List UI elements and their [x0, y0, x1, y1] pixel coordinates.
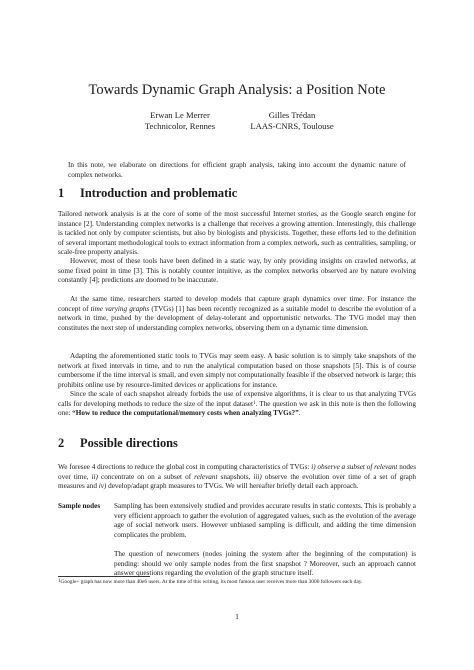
text-emphasis: iv) — [98, 482, 107, 491]
text-emphasis: iii) — [253, 472, 262, 481]
text-span: The question of newcomers (nodes joining the system after the beginning of the computation) is pending: should we only sample nodes from the first snapshot ? Moreover, such an approach cannot answer questions regarding the evolution of the graph structure itself. — [114, 550, 416, 578]
footnote-mark: 1 — [58, 579, 61, 584]
text-emphasis: ii) — [91, 472, 98, 481]
footnote-rule — [58, 576, 150, 577]
author-block-2 — [212, 110, 372, 132]
text-span: observe the evolution over time of a set of graph measures and — [58, 472, 417, 491]
text-span: At the same time, researchers started to develop models that capture graph dynamics over time. For instance the concept of — [58, 295, 416, 313]
sample-nodes-paragraph-1: Sampling has been extensively studied and provides accurate results in static contexts. This is probably a very efficient approach to gather the evolution of aggregated values, such as the evolution of the average age of social network users. However unbiased sampling is difficult, and adding the time dimension complicates the problem. — [114, 502, 416, 539]
section-heading-1 — [58, 186, 237, 201]
abstract: In this note, we elaborate on directions for efficient graph analysis, taking into account the dynamic nature of complex networks. — [68, 161, 406, 179]
term-emphasis: time varying graphs — [90, 304, 150, 313]
footnote-ref: 1 — [253, 400, 256, 406]
text-span: nodes over time, — [58, 463, 416, 481]
author-name: Erwan Le Merrer — [150, 110, 210, 120]
sample-nodes-heading: Sample nodes — [58, 502, 101, 510]
section-number: 1 — [58, 186, 65, 200]
paragraph-3 — [58, 295, 416, 333]
page-number: 1 — [235, 612, 239, 621]
text-span: (TVGs) [1] has been recently recognized as a suitable model to describe the evolution of a network in time, pushed by the development of delay-tolerant and opportunistic networks. The TVG model may then constitutes the next step of understanding complex networks, observing them on a dynamic time dimension. — [58, 304, 416, 332]
section-title: Possible directions — [80, 436, 178, 450]
paragraph-4: Adapting the aforementioned static tools to TVGs may seem easy. A basic solution is to simply take snapshots of the network at fixed intervals in time, and to run the analytical computation based on those snapshots [5]. This is of course cumbersome if the time interval is small, and even simply not computationally feasible if the observed network is large; this prohibits online use by resource-limited devices or applications for instance. — [58, 352, 416, 389]
text-span: We foresee 4 directions to reduce the global cost in computing characteristics of TVGs: — [58, 463, 312, 471]
section-heading-2 — [58, 436, 178, 451]
text-span: . The question we ask in this note is then the following one: — [58, 399, 416, 418]
footnote — [58, 579, 416, 586]
author-name: Gilles Trédan — [268, 110, 316, 120]
text-span: Since the scale of each snapshot already forbids the use of expensive algorithms, it is clear to us that analyzing TVGs calls for developing methods to reduce the size of the input dataset — [58, 390, 416, 408]
research-question: “How to reduce the computational/memory costs when analyzing TVGs?” — [72, 409, 299, 418]
text-emphasis: i) observe a subset of — [311, 463, 375, 471]
paragraph-1: Tailored network analysis is at the core of some of the most successful Internet stories, as the Google search engine for instance [2]. Understanding complex networks is a challenge that receives a growing attention. Interestingly, this challenge is tackled not only by computer scientists, but also by biologists and physicists. Together, these efforts led to the definition of several important methodological tools to extract information from a complex network, such as centralities, sampling, or scale-free property analysis. — [58, 210, 416, 257]
text-emphasis: relevant — [194, 472, 218, 481]
author-affiliation: Technicolor, Rennes — [144, 121, 216, 131]
text-span: concentrate on on a subset of — [97, 472, 195, 481]
sample-nodes-paragraph-2 — [114, 550, 416, 579]
author-affiliation: LAAS-CNRS, Toulouse — [250, 121, 334, 131]
paragraph-directions — [58, 463, 416, 492]
text-span: snapshots, — [217, 472, 254, 481]
section-title: Introduction and problematic — [80, 186, 238, 200]
footnote-text: Google+ graph has now more than 40e6 users. At the time of this writing, its most famous user receives more than 3000 followers each day. — [60, 579, 363, 585]
section-number: 2 — [58, 436, 65, 450]
text-span: . — [298, 409, 301, 418]
paragraph-5 — [58, 390, 416, 419]
text-emphasis: relevant — [374, 463, 398, 471]
paragraph-2: However, most of these tools have been defined in a static way, by only providing insights on crawled networks, at some fixed point in time [3]. This is notably counter intuitive, as the complex networks observed are by nature evolving constantly [4]; predictions are doomed to be inaccurate. — [58, 257, 416, 285]
paper-title: Towards Dynamic Graph Analysis: a Position Note — [88, 82, 386, 98]
text-span: develop/adapt graph measures to TVGs. We will hereafter briefly detail each approach. — [106, 482, 359, 491]
